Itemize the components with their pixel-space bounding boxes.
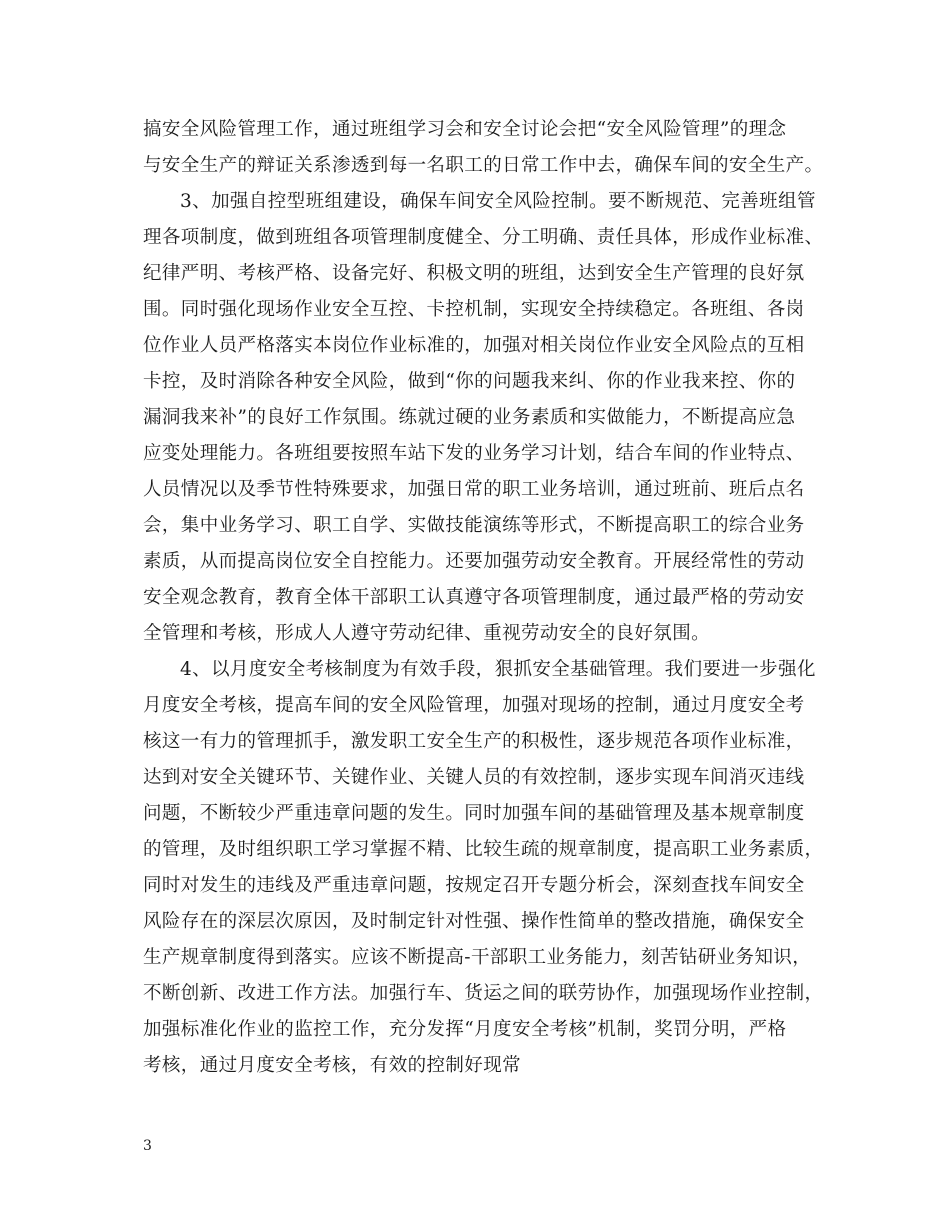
text-line: 月度安全考核，提高车间的安全风险管理，加强对现场的控制，通过月度安全考 — [143, 695, 805, 716]
text-line: 的管理，及时组织职工学习掌握不精、比较生疏的规章制度，提高职工业务素质， — [143, 839, 824, 860]
paragraph-3-start: 3、加强自控型班组建设，确保车间安全风险控制。要不断规范、完善班组管 — [180, 191, 816, 212]
text-line: 搞安全风险管理工作，通过班组学习会和安全讨论会把“安全风险管理”的理念 — [143, 119, 787, 140]
text-line: 围。同时强化现场作业安全互控、卡控机制，实现安全持续稳定。各班组、各岗 — [143, 299, 805, 320]
page-number: 3 — [143, 1138, 152, 1154]
text-line: 全管理和考核，形成人人遵守劳动纪律、重视劳动安全的良好氛围。 — [143, 623, 711, 644]
text-line: 达到对安全关键环节、关键作业、关键人员的有效控制，逐步实现车间消灭违线 — [143, 767, 805, 788]
text-line: 考核，通过月度安全考核，有效的控制好现常 — [143, 1055, 522, 1076]
text-line: 理各项制度，做到班组各项管理制度健全、分工明确、责任具体，形成作业标准、 — [143, 227, 824, 248]
text-line: 风险存在的深层次原因，及时制定针对性强、操作性简单的整改措施，确保安全 — [143, 911, 805, 932]
text-line: 应变处理能力。各班组要按照车站下发的业务学习计划，结合车间的作业特点、 — [143, 443, 805, 464]
text-line: 问题，不断较少严重违章问题的发生。同时加强车间的基础管理及基本规章制度 — [143, 803, 805, 824]
text-line: 卡控，及时消除各种安全风险，做到“你的问题我来纠、你的作业我来控、你的 — [143, 371, 796, 392]
text-line: 同时对发生的违线及严重违章问题，按规定召开专题分析会，深刻查找车间安全 — [143, 875, 805, 896]
text-line: 与安全生产的辩证关系渗透到每一名职工的日常工作中去，确保车间的安全生产。 — [143, 155, 824, 176]
text-line: 加强标准化作业的监控工作，充分发挥“月度安全考核”机制，奖罚分明，严格 — [143, 1019, 787, 1040]
text-line: 漏洞我来补”的良好工作氛围。练就过硬的业务素质和实做能力，不断提高应急 — [143, 407, 796, 428]
text-line: 素质，从而提高岗位安全自控能力。还要加强劳动安全教育。开展经常性的劳动 — [143, 551, 805, 572]
text-line: 会，集中业务学习、职工自学、实做技能演练等形式，不断提高职工的综合业务 — [143, 515, 805, 536]
paragraph-4-start: 4、以月度安全考核制度为有效手段，狠抓安全基础管理。我们要进一步强化 — [180, 659, 816, 680]
text-line: 核这一有力的管理抓手，激发职工安全生产的积极性，逐步规范各项作业标准， — [143, 731, 805, 752]
text-line: 位作业人员严格落实本岗位作业标准的，加强对相关岗位作业安全风险点的互相 — [143, 335, 805, 356]
text-line: 安全观念教育，教育全体干部职工认真遵守各项管理制度，通过最严格的劳动安 — [143, 587, 805, 608]
text-line: 人员情况以及季节性特殊要求，加强日常的职工业务培训，通过班前、班后点名 — [143, 479, 805, 500]
text-line: 生产规章制度得到落实。应该不断提高-干部职工业务能力，刻苦钻研业务知识， — [143, 947, 812, 968]
text-line: 不断创新、改进工作方法。加强行车、货运之间的联劳协作，加强现场作业控制， — [143, 983, 824, 1004]
text-line: 纪律严明、考核严格、设备完好、积极文明的班组，达到安全生产管理的良好氛 — [143, 263, 805, 284]
